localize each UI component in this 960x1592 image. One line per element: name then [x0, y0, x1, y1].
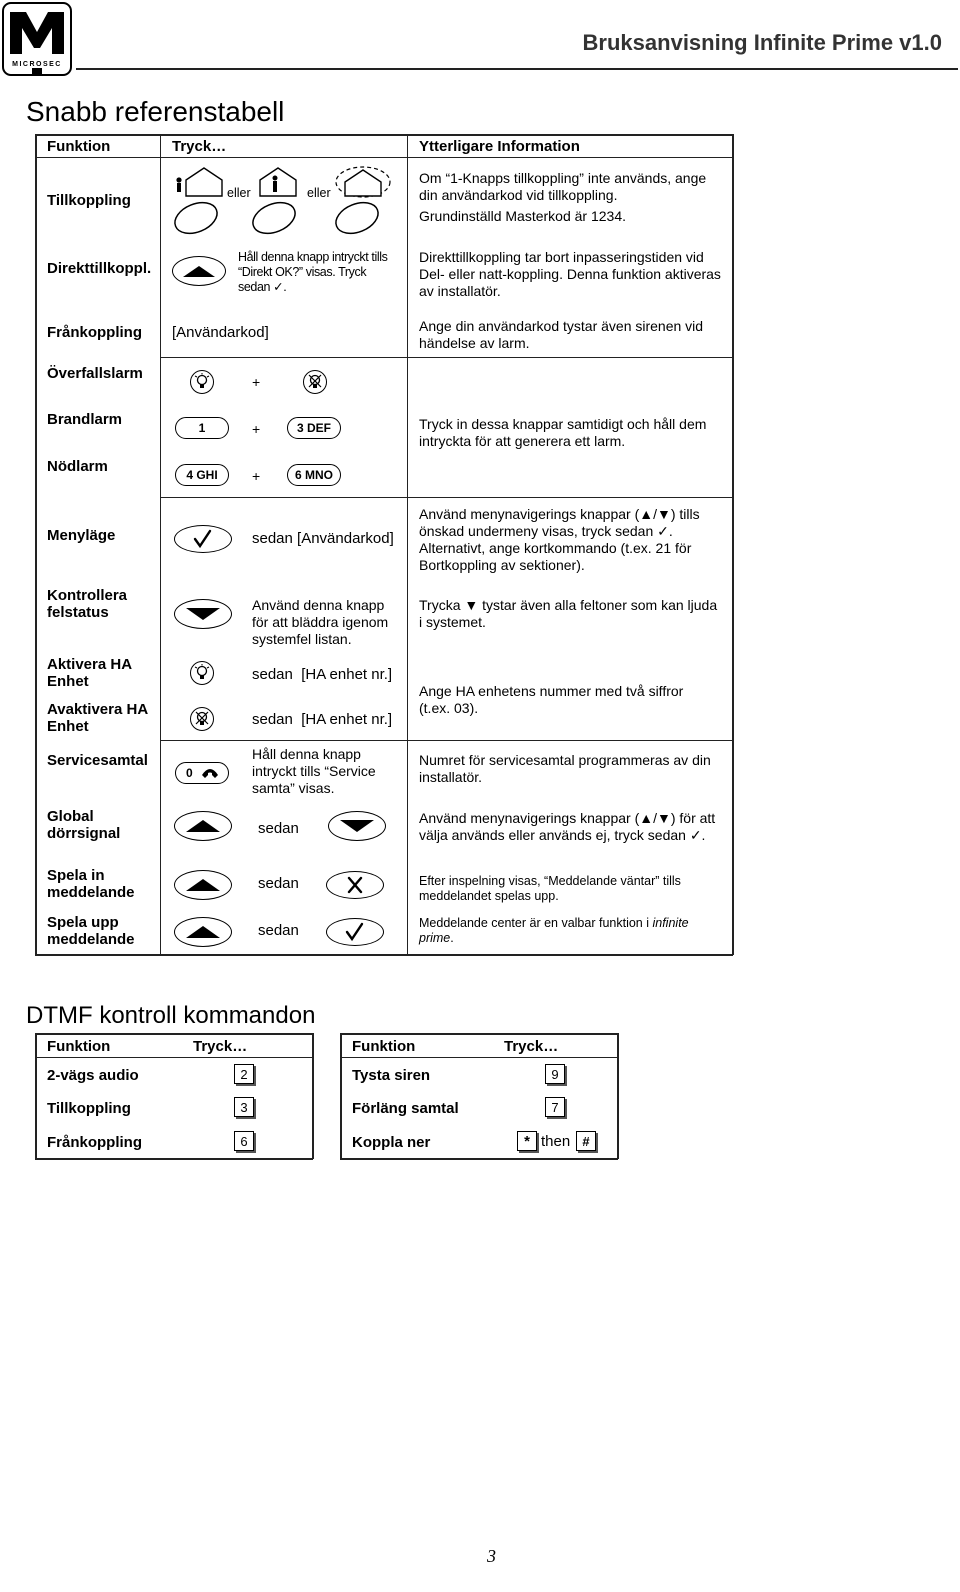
dtmf-left-border-header — [35, 1057, 313, 1058]
plus-text: + — [252, 421, 261, 437]
dtmf-label-tysta-siren: Tysta siren — [352, 1067, 431, 1084]
dtmf-label-tillkoppling: Tillkoppling — [47, 1100, 131, 1117]
info-spela-upp-text: Meddelande center är en valbar funktion i — [419, 916, 653, 930]
row-label-avaktivera-ha: Avaktivera HA Enhet — [47, 701, 148, 735]
up-arrow-key[interactable] — [172, 256, 226, 286]
bulb-on-icon — [194, 373, 210, 391]
press-frankoppling: [Användarkod] — [172, 324, 269, 341]
row-label-brandlarm: Brandlarm — [47, 411, 123, 428]
up-arrow-icon — [175, 918, 231, 946]
info-menylage: Använd menynavigerings knappar (▲/▼) tills önskad undermeny visas, tryck sedan ✓. Alternativt, ange kortkommando (t.ex. 21 för Bortkoppling av sektioner). — [419, 506, 700, 573]
bulb-off-key[interactable] — [190, 707, 214, 731]
check-key[interactable] — [174, 525, 232, 553]
press-global-dorrsignal: sedan — [258, 820, 299, 837]
up-arrow-icon — [173, 257, 225, 285]
dtmf-right-border-bottom — [340, 1158, 618, 1160]
bulb-off-icon — [307, 373, 323, 391]
dtmf-label-forlang-samtal: Förläng samtal — [352, 1100, 459, 1117]
up-arrow-icon — [175, 812, 231, 840]
plus-text: + — [252, 468, 261, 484]
press-kontrollera-felstatus: Använd denna knapp för att bläddra igenom systemfel listan. — [252, 597, 389, 647]
row-label-spela-upp: Spela upp meddelande — [47, 914, 135, 948]
table-border-right — [732, 134, 734, 955]
table-border-bottom — [35, 954, 733, 956]
dtmf-right-border-right — [617, 1033, 619, 1159]
dtmf-right-header-tryck: Tryck… — [504, 1038, 559, 1055]
down-arrow-key[interactable] — [174, 599, 232, 629]
up-arrow-key[interactable] — [174, 811, 232, 841]
dtmf-label-frankoppling: Frånkoppling — [47, 1134, 142, 1151]
up-arrow-key[interactable] — [174, 870, 232, 900]
row-label-tillkoppling: Tillkoppling — [47, 192, 131, 209]
dtmf-left-header-funktion: Funktion — [47, 1038, 111, 1055]
dtmf-key-7[interactable]: 7 — [545, 1097, 565, 1117]
key-6-mno[interactable]: 6 MNO — [287, 464, 341, 486]
info-ha: Ange HA enhetens nummer med två siffror (t.ex. 03). — [419, 683, 684, 716]
info-global-dorrsignal: Använd menynavigerings knappar (▲/▼) för att välja används eller används ej, tryck sedan ✓. — [419, 810, 716, 843]
bulb-on-key[interactable] — [190, 661, 214, 685]
dtmf-right-header-funktion: Funktion — [352, 1038, 416, 1055]
press-servicesamtal: Håll denna knapp intryckt tills “Service samta” visas. — [252, 746, 376, 796]
row-label-spela-in: Spela in meddelande — [47, 867, 135, 901]
dtmf-right-border-header — [340, 1057, 618, 1058]
dtmf-left-border-right — [312, 1033, 314, 1159]
dtmf-key-3[interactable]: 3 — [234, 1097, 254, 1117]
table-row-divider — [160, 740, 733, 741]
cross-key[interactable] — [326, 871, 384, 899]
dtmf-then-text: then — [541, 1133, 571, 1150]
dtmf-right-border-left — [340, 1033, 342, 1159]
table-border-top — [35, 134, 733, 136]
dtmf-label-koppla-ner: Koppla ner — [352, 1134, 431, 1151]
bulb-on-key[interactable] — [190, 370, 214, 394]
dtmf-left-border-left — [35, 1033, 37, 1159]
down-arrow-key[interactable] — [328, 811, 386, 841]
info-kontrollera-felstatus: Trycka ▼ tystar även alla feltoner som kan ljuda i systemet. — [419, 597, 718, 630]
press-aktivera-ha: sedan [HA enhet nr.] — [252, 666, 393, 683]
info-servicesamtal: Numret för servicesamtal programmeras av din installatör. — [419, 752, 711, 785]
page-number: 3 — [487, 1546, 496, 1566]
info-tillkoppling: Om “1-Knapps tillkoppling” inte används, ange din användarkod vid tillkoppling. — [419, 170, 707, 203]
row-label-frankoppling: Frånkoppling — [47, 324, 142, 341]
row-label-global-dorrsignal: Global dörrsignal — [47, 808, 121, 842]
cross-icon — [327, 872, 383, 898]
phone-icon — [199, 765, 221, 781]
press-menylage: sedan [Användarkod] — [252, 530, 394, 547]
table-border-left — [35, 134, 37, 955]
key-0-phone[interactable] — [175, 762, 229, 784]
table-col-divider-1 — [160, 134, 161, 955]
plus-text: + — [252, 374, 261, 390]
row-label-overfallslarm: Överfallslarm — [47, 365, 143, 382]
away-arm-icon — [172, 166, 244, 241]
row-label-direkttillkoppl: Direkttillkoppl. — [47, 260, 152, 277]
check-icon — [175, 526, 231, 552]
night-arm-icon — [333, 166, 405, 241]
bulb-off-key[interactable] — [303, 370, 327, 394]
info-frankoppling: Ange din användarkod tystar även sirenen vid händelse av larm. — [419, 318, 704, 351]
key-3-def[interactable]: 3 DEF — [287, 417, 341, 439]
info-larm: Tryck in dessa knappar samtidigt och håll dem intryckta för att generera ett larm. — [419, 416, 707, 449]
info-spela-upp — [419, 916, 719, 946]
dtmf-key-2[interactable]: 2 — [234, 1064, 254, 1084]
dtmf-left-border-bottom — [35, 1158, 313, 1160]
info-masterkod: Grundinställd Masterkod är 1234. — [419, 208, 626, 224]
up-arrow-key[interactable] — [174, 917, 232, 947]
column-header-funktion: Funktion — [47, 138, 111, 155]
dtmf-left-header-tryck: Tryck… — [193, 1038, 248, 1055]
key-4-ghi[interactable]: 4 GHI — [175, 464, 229, 486]
table-col-divider-2 — [407, 134, 408, 955]
microsec-logo — [2, 2, 72, 76]
section-title-quick-reference: Snabb referenstabell — [26, 96, 285, 127]
table-row-divider — [160, 357, 733, 358]
key-0-label: 0 — [186, 766, 193, 780]
header-rule — [76, 68, 958, 70]
dtmf-label-2vags-audio: 2-vägs audio — [47, 1067, 139, 1084]
info-spela-upp-product: infinite prime — [419, 916, 689, 945]
eller-text: eller — [307, 186, 331, 200]
row-label-menylage: Menyläge — [47, 527, 116, 544]
column-header-tryck: Tryck… — [172, 138, 227, 155]
info-spela-upp-end: . — [450, 931, 454, 945]
dtmf-key-star[interactable]: * — [517, 1131, 537, 1151]
bulb-on-icon — [194, 664, 210, 682]
info-direkttillkoppl: Direkttillkoppling tar bort inpasseringstiden vid Del- eller natt-koppling. Denna funktion aktiveras av installatör. — [419, 249, 721, 299]
dtmf-left-border-top — [35, 1033, 313, 1035]
row-label-servicesamtal: Servicesamtal — [47, 752, 148, 769]
row-label-kontrollera-felstatus: Kontrollera felstatus — [47, 587, 128, 621]
column-header-info: Ytterligare Information — [419, 138, 580, 155]
press-avaktivera-ha: sedan [HA enhet nr.] — [252, 711, 393, 728]
section-title-dtmf: DTMF kontroll kommandon — [26, 1002, 316, 1029]
press-spela-in: sedan — [258, 875, 299, 892]
info-spela-in: Efter inspelning visas, “Meddelande väntar” tills meddelandet spelas upp. — [419, 874, 681, 903]
table-border-header-bottom — [35, 157, 733, 158]
check-key[interactable] — [326, 918, 384, 946]
dtmf-key-6[interactable]: 6 — [234, 1131, 254, 1151]
dtmf-key-hash[interactable]: # — [576, 1131, 596, 1151]
row-label-aktivera-ha: Aktivera HA Enhet — [47, 656, 132, 690]
document-title: Bruksanvisning Infinite Prime v1.0 — [582, 30, 942, 55]
press-spela-upp: sedan — [258, 922, 299, 939]
part-arm-icon — [250, 166, 322, 241]
dtmf-key-9[interactable]: 9 — [545, 1064, 565, 1084]
down-arrow-icon — [329, 812, 385, 840]
bulb-off-icon — [194, 710, 210, 728]
check-icon — [327, 919, 383, 945]
eller-text: eller — [227, 186, 251, 200]
table-row-divider — [160, 497, 733, 498]
row-label-nodlarm: Nödlarm — [47, 458, 108, 475]
down-arrow-icon — [175, 600, 231, 628]
up-arrow-icon — [175, 871, 231, 899]
dtmf-right-border-top — [340, 1033, 618, 1035]
svg-text:MICROSEC: MICROSEC — [12, 61, 62, 68]
key-1[interactable]: 1 — [175, 417, 229, 439]
press-direkttillkoppl: Håll denna knapp intryckt tills “Direkt OK?” visas. Tryck sedan ✓. — [238, 250, 388, 294]
